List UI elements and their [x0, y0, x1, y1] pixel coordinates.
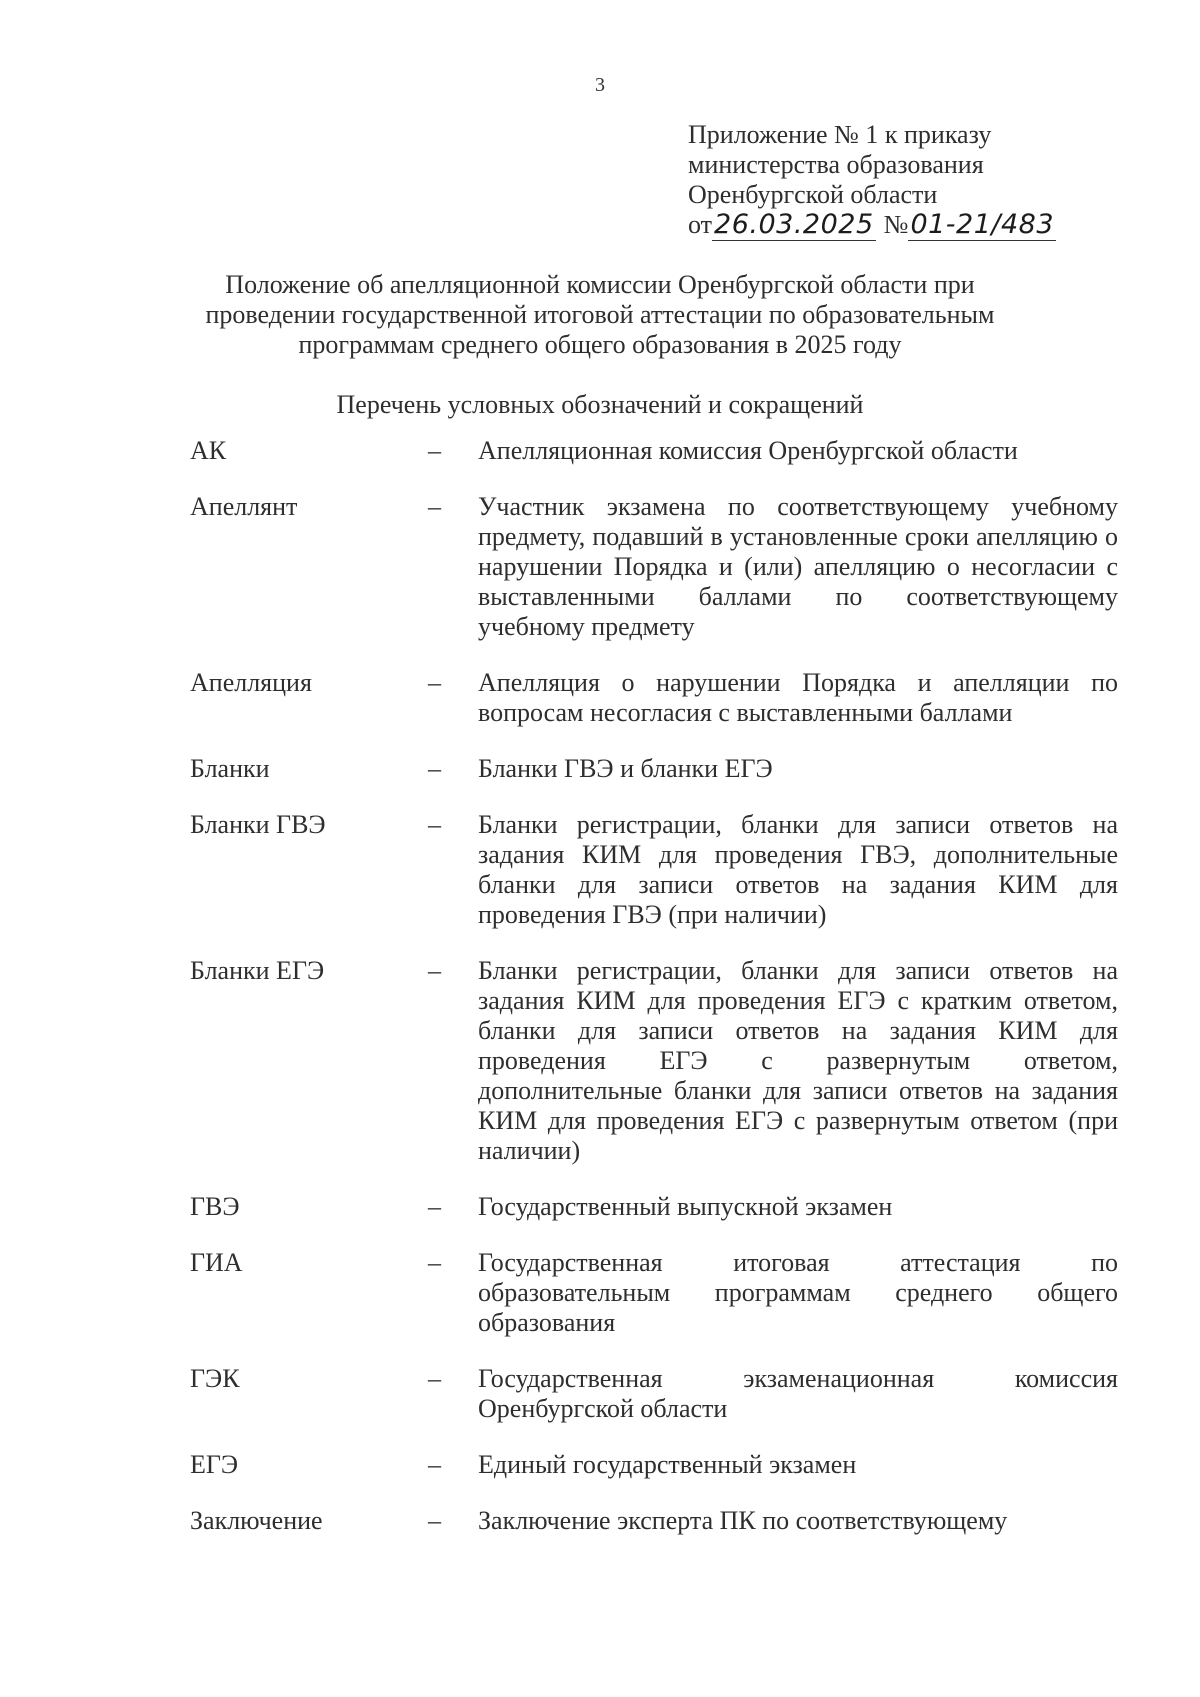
abbreviation-definition: Апелляционная комиссия Оренбургской области: [478, 436, 1018, 465]
appendix-line-1: Приложение № 1 к приказу: [688, 120, 992, 149]
abbreviation-row: [190, 436, 1120, 466]
abbreviation-row: [190, 810, 1120, 930]
abbreviation-dash: –: [428, 492, 441, 521]
abbreviation-definition: Государственная итоговая аттестация по образовательным программам среднего общего образования: [478, 1248, 1118, 1337]
date-prefix: от: [688, 210, 713, 239]
abbreviation-dash: –: [428, 810, 441, 839]
abbreviation-term: Апелляция: [190, 668, 312, 697]
abbreviation-term: Бланки ЕГЭ: [190, 956, 325, 985]
abbreviation-definition: Государственная экзаменационная комиссия Оренбургской области: [478, 1364, 1118, 1423]
title-line-1: Положение об апелляционной комиссии Оренбургской области при: [225, 270, 975, 299]
abbreviation-dash: –: [428, 956, 441, 985]
abbreviation-definition: Апелляция о нарушении Порядка и апелляции по вопросам несогласия с выставленными баллами: [478, 668, 1118, 727]
abbreviations-list: [190, 436, 1120, 1536]
abbreviation-dash: –: [428, 668, 441, 697]
page-number: 3: [595, 74, 605, 96]
abbreviation-term: АК: [190, 436, 227, 465]
title-line-3: программам среднего общего образования в 2025 году: [298, 330, 902, 359]
abbreviation-term: Бланки: [190, 754, 270, 783]
abbreviation-definition: Бланки ГВЭ и бланки ЕГЭ: [478, 754, 773, 783]
abbreviation-term: ГВЭ: [190, 1192, 240, 1221]
abbreviation-row: [190, 1192, 1120, 1222]
abbreviation-definition: Единый государственный экзамен: [478, 1450, 857, 1479]
abbreviation-row: [190, 492, 1120, 642]
abbreviation-definition: Государственный выпускной экзамен: [478, 1192, 893, 1221]
handwritten-order-number: 01-21/483: [910, 209, 1055, 240]
abbreviation-dash: –: [428, 1192, 441, 1221]
abbreviation-term: ГЭК: [190, 1364, 240, 1393]
appendix-line-2: министерства образования: [688, 150, 984, 179]
handwritten-date: 26.03.2025: [714, 209, 874, 240]
abbreviation-term: ГИА: [190, 1248, 243, 1277]
appendix-block: [688, 120, 1056, 240]
abbreviation-row: [190, 1506, 1120, 1536]
abbreviation-dash: –: [428, 1506, 441, 1535]
title-line-2: проведении государственной итоговой аттестации по образовательным: [205, 300, 995, 329]
abbreviation-dash: –: [428, 754, 441, 783]
abbreviation-dash: –: [428, 1450, 441, 1479]
abbreviation-dash: –: [428, 1364, 441, 1393]
appendix-line-3: Оренбургской области: [688, 180, 938, 209]
abbreviation-row: [190, 956, 1120, 1166]
number-prefix: №: [883, 210, 909, 239]
document-title: [150, 270, 1050, 360]
abbreviation-term: ЕГЭ: [190, 1450, 239, 1479]
abbreviation-definition: Участник экзамена по соответствующему учебному предмету, подавший в установленные сроки апелляцию о нарушении Порядка и (или) апелляцию о несогласии с выставленными баллами по соответствующему учебному предмету: [478, 492, 1118, 641]
abbreviation-dash: –: [428, 436, 441, 465]
abbreviations-heading: Перечень условных обозначений и сокращений: [336, 390, 864, 419]
abbreviation-row: [190, 1248, 1120, 1338]
abbreviation-term: Бланки ГВЭ: [190, 810, 326, 839]
abbreviation-definition: Бланки регистрации, бланки для записи ответов на задания КИМ для проведения ГВЭ, дополнительные бланки для записи ответов на задания КИМ для проведения ГВЭ (при наличии): [478, 810, 1118, 929]
abbreviation-row: [190, 668, 1120, 728]
abbreviation-term: Заключение: [190, 1506, 323, 1535]
abbreviation-row: [190, 754, 1120, 784]
abbreviation-dash: –: [428, 1248, 441, 1277]
abbreviation-definition: Бланки регистрации, бланки для записи ответов на задания КИМ для проведения ЕГЭ с кратким ответом, бланки для записи ответов на задания КИМ для проведения ЕГЭ с развернутым ответом, дополнительные бланки для записи ответов на задания КИМ для проведения ЕГЭ с развернутым ответом (при наличии): [478, 956, 1118, 1165]
appendix-date-line: [688, 210, 1056, 240]
abbreviation-row: [190, 1364, 1120, 1424]
abbreviation-definition: Заключение эксперта ПК по соответствующему: [478, 1506, 1008, 1535]
abbreviation-row: [190, 1450, 1120, 1480]
abbreviation-term: Апеллянт: [190, 492, 298, 521]
